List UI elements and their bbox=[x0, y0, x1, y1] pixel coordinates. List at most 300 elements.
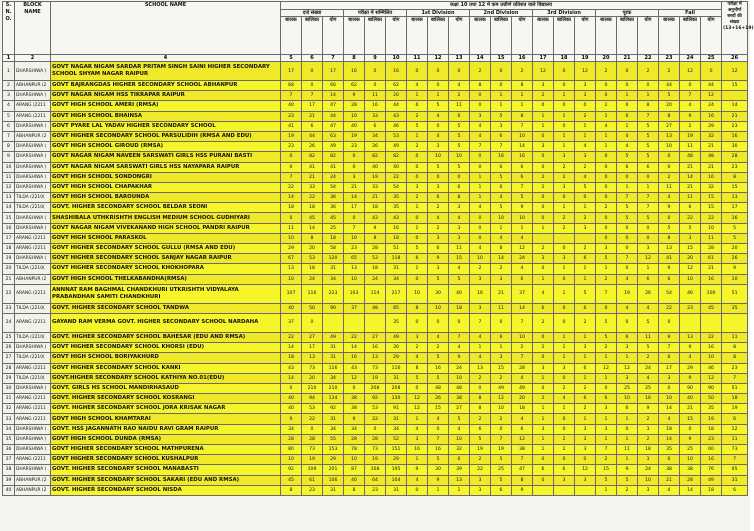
row-value: 14 bbox=[281, 193, 302, 203]
row-value: 3 bbox=[428, 182, 449, 192]
row-value: 3 bbox=[428, 264, 449, 274]
row-value: 6 bbox=[407, 101, 428, 111]
row-value: 44 bbox=[386, 101, 407, 111]
row-value: 210 bbox=[302, 383, 323, 393]
row-value: 28 bbox=[701, 244, 722, 254]
row-value: 12 bbox=[722, 424, 748, 434]
row-value: 0 bbox=[638, 81, 659, 91]
row-value: 14 bbox=[281, 373, 302, 383]
row-school: GOVT HIGH SCHOOL PARASKOL bbox=[51, 233, 281, 243]
row-value: 2 bbox=[575, 244, 596, 254]
row-sno: 8 bbox=[3, 142, 15, 152]
row-value: 85 bbox=[386, 303, 407, 313]
column-number: 26 bbox=[722, 55, 748, 62]
row-value: 68 bbox=[281, 81, 302, 91]
row-value: 2 bbox=[470, 414, 491, 424]
row-value: 14 bbox=[491, 254, 512, 264]
row-value: 12 bbox=[575, 62, 596, 81]
row-value: 23 bbox=[281, 142, 302, 152]
row-sno: 39 bbox=[3, 475, 15, 485]
row-value: 18 bbox=[722, 394, 748, 404]
row-value: 18 bbox=[701, 424, 722, 434]
row-value: 10 bbox=[428, 303, 449, 313]
row-value: 29 bbox=[680, 363, 701, 373]
row-school: GOVT HIGH SCHOOL GIROUD (RMSA) bbox=[51, 142, 281, 152]
row-value: 43 bbox=[386, 213, 407, 223]
row-value: 49 bbox=[491, 383, 512, 393]
row-school: GOVT HIGHER SECONDARY SCHOOL KUSHALPUR bbox=[51, 455, 281, 465]
table-row bbox=[3, 244, 748, 254]
row-value bbox=[323, 313, 344, 332]
row-value: 10 bbox=[701, 353, 722, 363]
row-value: 0 bbox=[407, 152, 428, 162]
table-row bbox=[3, 414, 748, 424]
row-sno: 15 bbox=[3, 213, 15, 223]
group-second-division: 2nd Division bbox=[470, 10, 533, 17]
row-value: 20 bbox=[386, 91, 407, 101]
row-value: 15 bbox=[680, 244, 701, 254]
row-value: 13 bbox=[659, 244, 680, 254]
row-value: 6 bbox=[596, 394, 617, 404]
row-value: 6 bbox=[428, 193, 449, 203]
row-value: 23 bbox=[680, 303, 701, 313]
row-value: 3 bbox=[449, 203, 470, 213]
row-value: 29 bbox=[323, 455, 344, 465]
row-value: 0 bbox=[407, 274, 428, 284]
row-value: 3 bbox=[533, 142, 554, 152]
row-value: 30 bbox=[428, 465, 449, 475]
row-block: ARANG (2211 bbox=[15, 244, 51, 254]
row-value: 3 bbox=[575, 91, 596, 101]
row-value: 73 bbox=[365, 363, 386, 373]
row-value: 1 bbox=[596, 373, 617, 383]
row-value: 5 bbox=[638, 131, 659, 141]
row-value: 5 bbox=[449, 121, 470, 131]
row-value: 94 bbox=[302, 394, 323, 404]
row-value: 15 bbox=[491, 363, 512, 373]
row-value: 0 bbox=[344, 152, 365, 162]
col-block: BLOCK NAME bbox=[15, 2, 51, 55]
row-value: 24 bbox=[512, 254, 533, 264]
row-value: 1 bbox=[554, 111, 575, 121]
row-value: 16 bbox=[407, 445, 428, 455]
row-value: 4 bbox=[680, 353, 701, 363]
row-value: 53 bbox=[365, 404, 386, 414]
row-value: 6 bbox=[428, 244, 449, 254]
row-value: 0 bbox=[302, 424, 323, 434]
row-value: 2 bbox=[575, 313, 596, 332]
row-value: 4 bbox=[617, 142, 638, 152]
row-value: 1 bbox=[575, 121, 596, 131]
row-value: 82 bbox=[365, 152, 386, 162]
row-value: 35 bbox=[722, 303, 748, 313]
row-value: 12 bbox=[512, 434, 533, 444]
row-value: 7 bbox=[680, 91, 701, 101]
row-value: 5 bbox=[449, 142, 470, 152]
row-value: 45 bbox=[302, 213, 323, 223]
row-value: 4 bbox=[449, 81, 470, 91]
row-value: 2 bbox=[470, 264, 491, 274]
row-value: 10 bbox=[281, 274, 302, 284]
row-value: 9 bbox=[659, 264, 680, 274]
row-value: 4 bbox=[638, 303, 659, 313]
row-value: 14 bbox=[512, 303, 533, 313]
row-value: 6 bbox=[575, 394, 596, 404]
row-value: 1 bbox=[512, 223, 533, 233]
row-value: 35 bbox=[701, 404, 722, 414]
row-value: 0 bbox=[638, 233, 659, 243]
row-value: 0 bbox=[554, 373, 575, 383]
row-school: GOVT. HIGHER SECONDARY SCHOOL KOSRANGI bbox=[51, 394, 281, 404]
row-value: 20 bbox=[680, 254, 701, 264]
row-value: 16 bbox=[470, 284, 491, 303]
row-school: GOVT HIGHER SECONDARY SCHOOL KHOKHOPARA bbox=[51, 264, 281, 274]
table-row bbox=[3, 152, 748, 162]
row-value: 1 bbox=[554, 332, 575, 342]
row-value: 73 bbox=[302, 445, 323, 455]
row-value: 2 bbox=[596, 274, 617, 284]
row-block: DHARSHIWA ( bbox=[15, 121, 51, 131]
row-value: 7 bbox=[617, 193, 638, 203]
row-value: 8 bbox=[470, 394, 491, 404]
row-value: 35 bbox=[659, 445, 680, 455]
row-value: 4 bbox=[407, 475, 428, 485]
results-table bbox=[2, 1, 754, 496]
row-value: 82 bbox=[302, 152, 323, 162]
row-value: 29 bbox=[386, 353, 407, 363]
row-value: 6 bbox=[491, 131, 512, 141]
row-value: 1 bbox=[533, 121, 554, 131]
row-value: 0 bbox=[407, 383, 428, 393]
row-value: 195 bbox=[386, 465, 407, 475]
row-value: 24 bbox=[638, 465, 659, 475]
row-value: 2 bbox=[533, 343, 554, 353]
row-value: 61 bbox=[701, 254, 722, 264]
row-value: 3 bbox=[533, 363, 554, 373]
row-value: 7 bbox=[302, 91, 323, 101]
row-value: 3 bbox=[344, 172, 365, 182]
row-value: 19 bbox=[365, 373, 386, 383]
row-value: 0 bbox=[659, 162, 680, 172]
row-value: 12 bbox=[344, 373, 365, 383]
row-value: 43 bbox=[386, 111, 407, 121]
row-value: 28 bbox=[365, 244, 386, 254]
row-value: 3 bbox=[554, 475, 575, 485]
row-value: 0 bbox=[596, 152, 617, 162]
row-value: 5 bbox=[575, 182, 596, 192]
row-sno: 5 bbox=[3, 111, 15, 121]
row-value: 5 bbox=[428, 455, 449, 465]
row-value: 1 bbox=[554, 264, 575, 274]
row-value: 2 bbox=[596, 455, 617, 465]
row-value: 73 bbox=[365, 445, 386, 455]
row-value: 1 bbox=[533, 445, 554, 455]
row-sno: 35 bbox=[3, 434, 15, 444]
row-value: 2 bbox=[470, 455, 491, 465]
row-value: 4 bbox=[428, 332, 449, 342]
row-value: 0 bbox=[281, 162, 302, 172]
row-value: 1 bbox=[470, 343, 491, 353]
row-value: 40 bbox=[386, 162, 407, 172]
row-value: 53 bbox=[365, 254, 386, 264]
row-value: 49 bbox=[386, 332, 407, 342]
row-value: 2 bbox=[638, 353, 659, 363]
row-value: 19 bbox=[365, 172, 386, 182]
row-school: GOVT. HIGHER SECONDARY SCHOOL NISDA bbox=[51, 485, 281, 495]
row-value: 20 bbox=[659, 101, 680, 111]
row-value: 0 bbox=[428, 313, 449, 332]
row-value: 21 bbox=[302, 111, 323, 121]
row-value: 0 bbox=[407, 213, 428, 223]
row-value: 20 bbox=[512, 394, 533, 404]
row-value: 17 bbox=[659, 363, 680, 373]
row-block: ARANG (2211 bbox=[15, 284, 51, 303]
row-value: 1 bbox=[407, 131, 428, 141]
row-sno: 32 bbox=[3, 404, 15, 414]
row-block: ABHANPUR (2 bbox=[15, 475, 51, 485]
row-value: 0 bbox=[638, 223, 659, 233]
row-value: 21 bbox=[302, 172, 323, 182]
row-value: 1 bbox=[596, 264, 617, 274]
row-sno: 7 bbox=[3, 131, 15, 141]
row-value: 8 bbox=[638, 101, 659, 111]
row-value: 14 bbox=[659, 434, 680, 444]
table-row bbox=[3, 131, 748, 141]
row-value: 6 bbox=[617, 162, 638, 172]
row-value: 41 bbox=[302, 162, 323, 172]
row-value: 5 bbox=[596, 475, 617, 485]
row-value: 48 bbox=[449, 383, 470, 393]
row-sno: 13 bbox=[3, 193, 15, 203]
row-value: 3 bbox=[638, 485, 659, 495]
row-value: 9 bbox=[281, 414, 302, 424]
row-value bbox=[365, 313, 386, 332]
row-value: 1 bbox=[491, 343, 512, 353]
row-value: 7 bbox=[449, 332, 470, 342]
row-block: DHARSHIWA ( bbox=[15, 62, 51, 81]
row-value: 1 bbox=[596, 434, 617, 444]
row-block: DHARSHIWA ( bbox=[15, 383, 51, 393]
row-value: 0 bbox=[596, 91, 617, 101]
row-value: 21 bbox=[701, 142, 722, 152]
row-value: 78 bbox=[344, 445, 365, 455]
row-value: 1 bbox=[533, 434, 554, 444]
row-value: 34 bbox=[365, 131, 386, 141]
row-value: 4 bbox=[470, 353, 491, 363]
row-value: 108 bbox=[365, 465, 386, 475]
row-value: 11 bbox=[449, 244, 470, 254]
row-block: ARANG (2211 bbox=[15, 363, 51, 373]
table-row bbox=[3, 485, 748, 495]
row-value: 2 bbox=[596, 62, 617, 81]
row-value: 1 bbox=[617, 353, 638, 363]
row-value: 6 bbox=[659, 455, 680, 465]
row-value: 36 bbox=[323, 203, 344, 213]
row-value: 6 bbox=[680, 203, 701, 213]
row-value: 1 bbox=[575, 332, 596, 342]
row-school: GOVT. GIRLS HS SCHOOL MANDIRHASAUD bbox=[51, 383, 281, 393]
row-value: 27 bbox=[659, 121, 680, 131]
row-value: 36 bbox=[323, 193, 344, 203]
row-value: 9 bbox=[680, 343, 701, 353]
row-value: 6 bbox=[617, 101, 638, 111]
row-value: 217 bbox=[386, 284, 407, 303]
row-value: 10 bbox=[491, 404, 512, 414]
row-value: 0 bbox=[533, 455, 554, 465]
row-sno: 27 bbox=[3, 353, 15, 363]
row-value: 2 bbox=[575, 162, 596, 172]
row-value: 2 bbox=[407, 142, 428, 152]
row-value: 4 bbox=[617, 274, 638, 284]
col-sno: S. N. O. bbox=[3, 2, 15, 55]
row-value: 6 bbox=[638, 162, 659, 172]
table-row bbox=[3, 213, 748, 223]
row-value: 5 bbox=[617, 203, 638, 213]
row-value: 16 bbox=[365, 101, 386, 111]
row-sno: 17 bbox=[3, 233, 15, 243]
row-value: 49 bbox=[701, 475, 722, 485]
row-value: 15 bbox=[722, 81, 748, 91]
row-value: 1 bbox=[533, 274, 554, 284]
row-value: 65 bbox=[344, 254, 365, 264]
row-value: 2 bbox=[596, 343, 617, 353]
row-block: DHARSHIWA ( bbox=[15, 162, 51, 172]
column-number: 13 bbox=[449, 55, 470, 62]
row-value: 5 bbox=[617, 213, 638, 223]
row-value: 6 bbox=[491, 485, 512, 495]
row-value: 0 bbox=[575, 193, 596, 203]
row-block: ARANG (2211 bbox=[15, 233, 51, 243]
row-value: 25 bbox=[323, 223, 344, 233]
row-value: 14 bbox=[722, 101, 748, 111]
row-value: 25 bbox=[680, 445, 701, 455]
row-value: 9 bbox=[428, 254, 449, 264]
row-value: 34 bbox=[386, 274, 407, 284]
row-value: 34 bbox=[281, 424, 302, 434]
row-value: 62 bbox=[344, 81, 365, 91]
row-value: 82 bbox=[323, 152, 344, 162]
row-value: 8 bbox=[407, 363, 428, 373]
row-value: 7 bbox=[512, 121, 533, 131]
row-block: ARANG (2211 bbox=[15, 101, 51, 111]
row-value: 6 bbox=[617, 404, 638, 414]
row-value: 19 bbox=[680, 131, 701, 141]
row-value: 32 bbox=[449, 445, 470, 455]
row-school: GOVT HIGH SCHOOL AMERI (RMSA) bbox=[51, 101, 281, 111]
row-value: 12 bbox=[575, 465, 596, 475]
row-value: 5 bbox=[491, 203, 512, 213]
row-block: DHARSHIWA ( bbox=[15, 434, 51, 444]
row-value: 22 bbox=[281, 182, 302, 192]
row-value: 16 bbox=[701, 343, 722, 353]
row-value: 28 bbox=[344, 101, 365, 111]
row-value: 2 bbox=[554, 223, 575, 233]
row-school: GOVT NAGAR NIGAM NAVEEN SARSWATI GIRLS HSS PURANI BASTI bbox=[51, 152, 281, 162]
row-value: 4 bbox=[659, 193, 680, 203]
row-value: 0 bbox=[554, 414, 575, 424]
subcol-11: योग bbox=[512, 17, 533, 55]
row-value: 82 bbox=[386, 152, 407, 162]
row-value: 28 bbox=[365, 434, 386, 444]
row-value: 5 bbox=[407, 244, 428, 254]
row-value: 64 bbox=[365, 475, 386, 485]
row-value: 16 bbox=[722, 131, 748, 141]
column-number: 1 bbox=[3, 55, 15, 62]
row-value: 4 bbox=[554, 394, 575, 404]
row-value: 0 bbox=[701, 62, 722, 81]
row-value: 6 bbox=[575, 363, 596, 373]
row-value: 15 bbox=[701, 193, 722, 203]
row-value: 0 bbox=[533, 383, 554, 393]
row-value: 6 bbox=[575, 254, 596, 264]
group-supplementary: पूरक bbox=[596, 10, 659, 17]
row-value: 7 bbox=[638, 193, 659, 203]
row-value: 3 bbox=[575, 434, 596, 444]
row-block: DHARSHIWA ( bbox=[15, 152, 51, 162]
row-value: 0 bbox=[449, 313, 470, 332]
row-block: ABHANPUR (2 bbox=[15, 485, 51, 495]
row-value: 7 bbox=[491, 434, 512, 444]
row-value: 9 bbox=[617, 465, 638, 475]
row-value: 0 bbox=[617, 424, 638, 434]
row-value: 2 bbox=[554, 383, 575, 393]
row-value: 8 bbox=[407, 303, 428, 313]
row-value: 16 bbox=[638, 394, 659, 404]
row-value: 2 bbox=[596, 101, 617, 111]
row-value: 1 bbox=[407, 91, 428, 101]
row-value: 0 bbox=[617, 62, 638, 81]
row-value: 0 bbox=[533, 332, 554, 342]
row-block: DHARSHIWA ( bbox=[15, 445, 51, 455]
row-value: 3 bbox=[554, 254, 575, 264]
row-value: 0 bbox=[596, 182, 617, 192]
row-value: 12 bbox=[596, 363, 617, 373]
row-value: 28 bbox=[344, 434, 365, 444]
column-number: 12 bbox=[428, 55, 449, 62]
row-value: 7 bbox=[281, 172, 302, 182]
row-value: 34 bbox=[386, 424, 407, 434]
row-value: 22 bbox=[302, 414, 323, 424]
row-value: 18 bbox=[365, 203, 386, 213]
row-value: 14 bbox=[344, 193, 365, 203]
row-value: 6 bbox=[470, 424, 491, 434]
row-school: GOVT. HSS JAGANNATH RAO NAIDU RAVI GRAM RAIPUR bbox=[51, 424, 281, 434]
row-value: 46 bbox=[680, 284, 701, 303]
table-row bbox=[3, 353, 748, 363]
row-school: GOVT HIGH SCHOOL THELKABANDHA(RMSA) bbox=[51, 274, 281, 284]
row-value: 15 bbox=[428, 404, 449, 414]
row-value: 3 bbox=[575, 81, 596, 91]
row-value: 0 bbox=[449, 172, 470, 182]
row-value: 10 bbox=[659, 142, 680, 152]
row-value: 14 bbox=[512, 142, 533, 152]
row-value: 0 bbox=[302, 313, 323, 332]
table-row bbox=[3, 193, 748, 203]
row-value: 5 bbox=[596, 254, 617, 264]
row-value: 9 bbox=[512, 485, 533, 495]
row-value: 13 bbox=[470, 363, 491, 373]
row-value: 16 bbox=[386, 62, 407, 81]
row-block: ARANG (2211 bbox=[15, 455, 51, 465]
row-value: 31 bbox=[386, 414, 407, 424]
row-value: 31 bbox=[323, 353, 344, 363]
row-school: GOVT BAJRANGDAS HIGHER SECONDARY SCHOOL ABHANPUR bbox=[51, 81, 281, 91]
row-value: 16 bbox=[512, 152, 533, 162]
row-sno: 40 bbox=[3, 485, 15, 495]
table-row bbox=[3, 445, 748, 455]
row-value: 1 bbox=[554, 142, 575, 152]
row-value: 0 bbox=[365, 62, 386, 81]
